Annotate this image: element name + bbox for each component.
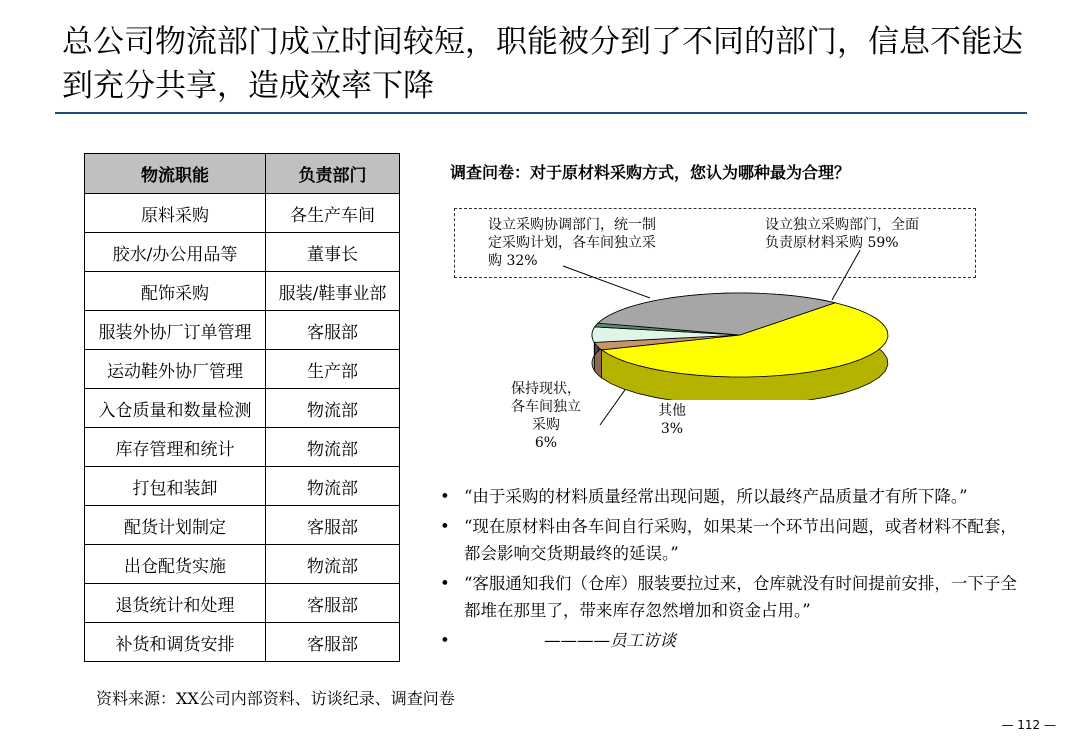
callout-line: 负责原材料采购 59% [765, 235, 899, 251]
bullet-icon: • [440, 574, 450, 593]
label-line: 采购 [532, 417, 560, 433]
cell-function: 服装外协厂订单管理 [85, 311, 266, 350]
cell-function: 胶水/办公用品等 [85, 233, 266, 272]
label-status-quo [500, 380, 592, 452]
cell-function: 配饰采购 [85, 272, 266, 311]
header-function: 物流职能 [85, 154, 266, 194]
label-line: 6% [534, 435, 558, 451]
label-other [652, 402, 692, 438]
cell-function: 补货和调货安排 [85, 623, 266, 662]
cell-function: 退货统计和处理 [85, 584, 266, 623]
cell-department: 客服部 [266, 623, 400, 662]
quote-text: “现在原材料由各车间自行采购，如果某一个环节出问题，或者材料不配套，都会影响交货期最终的延误。” [464, 517, 1017, 563]
pie-chart [590, 290, 900, 400]
cell-department: 服装/鞋事业部 [266, 272, 400, 311]
cell-function: 运动鞋外协厂管理 [85, 350, 266, 389]
bullet-icon: • [440, 517, 450, 536]
list-item [440, 570, 1020, 624]
cell-function: 配货计划制定 [85, 506, 266, 545]
interview-quotes [440, 483, 1020, 657]
callout-line: 定采购计划，各车间独立采 [488, 235, 656, 251]
survey-question-title: 调查问卷：对于原材料采购方式，您认为哪种最为合理？ [450, 163, 851, 182]
page-number: — 112 — [1001, 718, 1056, 732]
cell-department: 物流部 [266, 545, 400, 584]
list-item [440, 513, 1020, 567]
label-line: 3% [660, 421, 684, 437]
page-title: 总公司物流部门成立时间较短，职能被分到了不同的部门，信息不能达到充分共享，造成效率下降 [62, 24, 1023, 104]
list-item [440, 627, 1020, 654]
callout-line: 购 32% [488, 253, 538, 269]
quote-text: “由于采购的材料质量经常出现问题，所以最终产品质量才有所下降。” [464, 487, 968, 506]
cell-function: 原料采购 [85, 194, 266, 233]
cell-function: 出仓配货实施 [85, 545, 266, 584]
signature: ————员工访谈 [544, 631, 676, 650]
quote-text: “客服通知我们（仓库）服装要拉过来，仓库就没有时间提前安排，一下子全都堆在那里了，带来库存忽然增加和资金占用。” [464, 574, 1017, 620]
cell-department: 物流部 [266, 428, 400, 467]
header-department: 负责部门 [266, 154, 400, 194]
cell-department: 客服部 [266, 584, 400, 623]
cell-function: 库存管理和统计 [85, 428, 266, 467]
bullet-icon: • [440, 631, 450, 650]
label-line: 各车间独立 [511, 399, 581, 415]
cell-function: 打包和装卸 [85, 467, 266, 506]
label-line: 其他 [658, 403, 686, 419]
bullet-icon: • [440, 487, 450, 506]
source-note: 资料来源：XX公司内部资料、访谈纪录、调查问卷 [96, 689, 455, 708]
callout-line: 设立采购协调部门，统一制 [488, 217, 656, 233]
cell-department: 客服部 [266, 311, 400, 350]
cell-department: 生产部 [266, 350, 400, 389]
cell-department: 董事长 [266, 233, 400, 272]
label-line: 保持现状， [511, 381, 581, 397]
list-item [440, 483, 1020, 510]
cell-department: 物流部 [266, 389, 400, 428]
cell-department: 物流部 [266, 467, 400, 506]
cell-department: 各生产车间 [266, 194, 400, 233]
cell-department: 客服部 [266, 506, 400, 545]
cell-function: 入仓质量和数量检测 [85, 389, 266, 428]
callout-line: 设立独立采购部门，全面 [765, 217, 919, 233]
